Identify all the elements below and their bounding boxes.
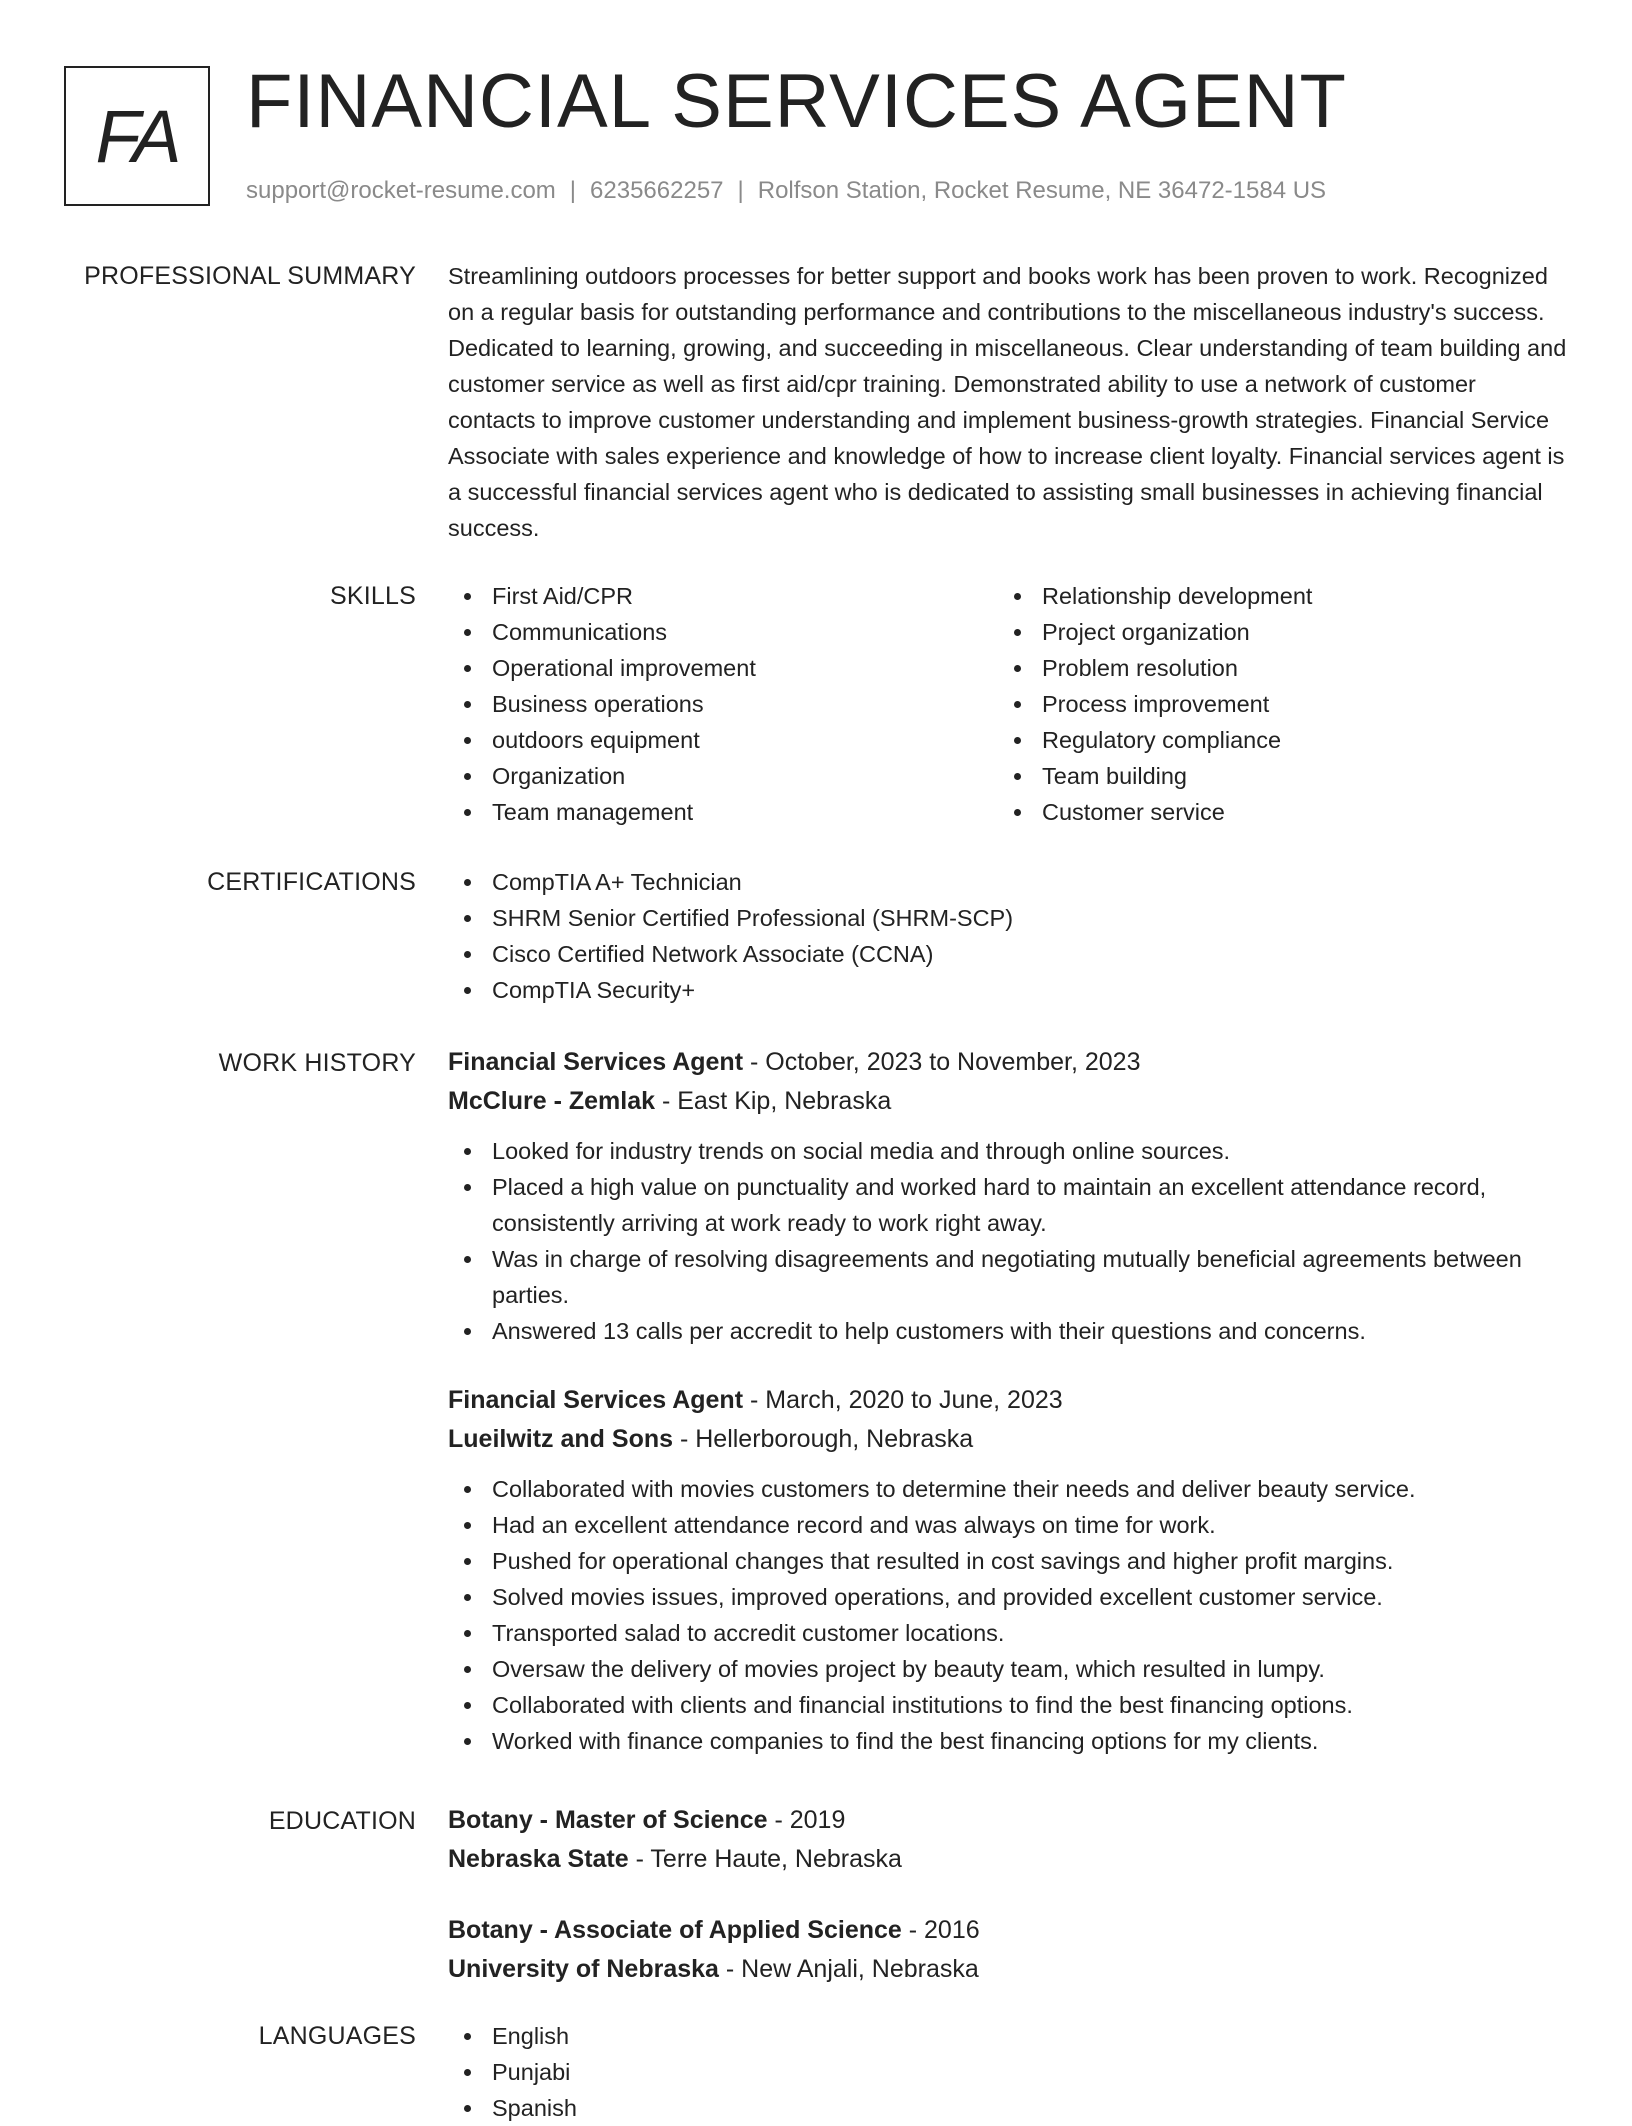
section-label-education: EDUCATION (268, 1807, 416, 1835)
job-title: Financial Services Agent (448, 1048, 744, 1076)
job-bullet: Looked for industry trends on social media and through online sources. (448, 1133, 1568, 1169)
education-school-line (448, 1840, 1568, 1879)
education-year: - 2019 (767, 1806, 846, 1834)
job-title: Financial Services Agent (448, 1386, 744, 1414)
skill-item: Project organization (998, 614, 1548, 650)
skill-item: Business operations (448, 686, 998, 722)
education-school: University of Nebraska (448, 1955, 719, 1983)
education-location: - New Anjali, Nebraska (718, 1955, 979, 1983)
job-bullet: Worked with finance companies to find the best financing options for my clients. (448, 1723, 1568, 1759)
section-label-languages: LANGUAGES (258, 2022, 416, 2050)
job-bullet: Was in charge of resolving disagreements and negotiating mutually beneficial agreements between parties. (448, 1241, 1568, 1313)
job-bullets (448, 1471, 1568, 1759)
education-degree: Botany - Associate of Applied Science (448, 1916, 902, 1944)
job-location: - East Kip, Nebraska (655, 1087, 892, 1115)
skill-item: Regulatory compliance (998, 722, 1548, 758)
education-degree-line (448, 1911, 1568, 1950)
skill-item: Communications (448, 614, 998, 650)
job-entry (448, 1043, 1568, 1349)
skill-item: Organization (448, 758, 998, 794)
skill-item: First Aid/CPR (448, 578, 998, 614)
education-location: - Terre Haute, Nebraska (628, 1845, 902, 1873)
job-bullet: Placed a high value on punctuality and worked hard to maintain an excellent attendance record, consistently arriving at work ready to work right away. (448, 1169, 1568, 1241)
skill-item: outdoors equipment (448, 722, 998, 758)
education-school-line (448, 1950, 1568, 1989)
skill-item: Process improvement (998, 686, 1548, 722)
contact-separator: | (737, 177, 744, 204)
resume-title: FINANCIAL SERVICES AGENT (246, 59, 1347, 144)
job-bullet: Collaborated with movies customers to determine their needs and deliver beauty service. (448, 1471, 1568, 1507)
job-bullet: Transported salad to accredit customer locations. (448, 1615, 1568, 1651)
skill-item: Problem resolution (998, 650, 1548, 686)
language-item: English (448, 2018, 1568, 2054)
education-entry (448, 1801, 1568, 1879)
job-bullet: Collaborated with clients and financial institutions to find the best financing options. (448, 1687, 1568, 1723)
summary-text: Streamlining outdoors processes for better support and books work has been proven to work. Recognized on a regular basis for outstanding performance and contributions to the miscellaneous industry's success. Dedicated to learning, growing, and succeeding in miscellaneous. Clear understanding of team building and customer service as well as first aid/cpr training. Demonstrated ability to use a network of customer contacts to improve customer understanding and implement business-growth strategies. Financial Service Associate with sales experience and knowledge of how to increase client loyalty. Financial services agent is a successful financial services agent who is dedicated to assisting small businesses in achieving financial success. (448, 263, 1567, 541)
section-label-skills: SKILLS (330, 582, 416, 610)
job-company-line (448, 1420, 1568, 1459)
job-location: - Hellerborough, Nebraska (673, 1425, 974, 1453)
education-body (448, 1801, 1568, 1989)
contact-phone[interactable]: 6235662257 (590, 177, 724, 204)
language-item: Spanish (448, 2090, 1568, 2126)
job-bullet: Had an excellent attendance record and was always on time for work. (448, 1507, 1568, 1543)
work-history-body (448, 1043, 1568, 1759)
job-dates: - March, 2020 to June, 2023 (743, 1386, 1063, 1414)
languages-body (448, 2018, 1568, 2126)
contact-email[interactable]: support@rocket-resume.com (246, 177, 556, 204)
contact-separator: | (569, 177, 577, 204)
job-bullet: Solved movies issues, improved operations, and provided excellent customer service. (448, 1579, 1568, 1615)
section-label-work-history: WORK HISTORY (218, 1049, 416, 1077)
certifications-list (448, 864, 1568, 1008)
education-degree: Botany - Master of Science (448, 1806, 768, 1834)
job-entry (448, 1381, 1568, 1759)
section-label-summary: PROFESSIONAL SUMMARY (84, 262, 416, 290)
skill-item: Customer service (998, 794, 1548, 830)
education-school: Nebraska State (448, 1845, 629, 1873)
skills-list-left (448, 578, 998, 830)
languages-list (448, 2018, 1568, 2126)
skill-item: Relationship development (998, 578, 1548, 614)
certification-item: Cisco Certified Network Associate (CCNA) (448, 936, 1568, 972)
job-title-line (448, 1043, 1568, 1082)
job-company-line (448, 1082, 1568, 1121)
education-entry (448, 1911, 1568, 1989)
skill-item: Operational improvement (448, 650, 998, 686)
job-bullets (448, 1133, 1568, 1349)
contact-line (246, 174, 1326, 208)
job-company: McClure - Zemlak (448, 1087, 656, 1115)
skills-body (448, 578, 1568, 830)
skill-item: Team management (448, 794, 998, 830)
job-title-line (448, 1381, 1568, 1420)
certification-item: CompTIA A+ Technician (448, 864, 1568, 900)
certification-item: CompTIA Security+ (448, 972, 1568, 1008)
education-year: - 2016 (901, 1916, 980, 1944)
job-company: Lueilwitz and Sons (448, 1425, 674, 1453)
education-degree-line (448, 1801, 1568, 1840)
job-bullet: Answered 13 calls per accredit to help customers with their questions and concerns. (448, 1313, 1568, 1349)
language-item: Punjabi (448, 2054, 1568, 2090)
skill-item: Team building (998, 758, 1548, 794)
job-dates: - October, 2023 to November, 2023 (743, 1048, 1141, 1076)
monogram-logo: FA (64, 66, 210, 206)
certification-item: SHRM Senior Certified Professional (SHRM-SCP) (448, 900, 1568, 936)
certifications-body (448, 864, 1568, 1008)
job-bullet: Pushed for operational changes that resulted in cost savings and higher profit margins. (448, 1543, 1568, 1579)
skills-list-right (998, 578, 1548, 830)
section-label-certifications: CERTIFICATIONS (207, 868, 416, 896)
summary-body (448, 258, 1568, 546)
contact-address: Rolfson Station, Rocket Resume, NE 36472-1584 US (757, 177, 1327, 204)
job-bullet: Oversaw the delivery of movies project by beauty team, which resulted in lumpy. (448, 1651, 1568, 1687)
